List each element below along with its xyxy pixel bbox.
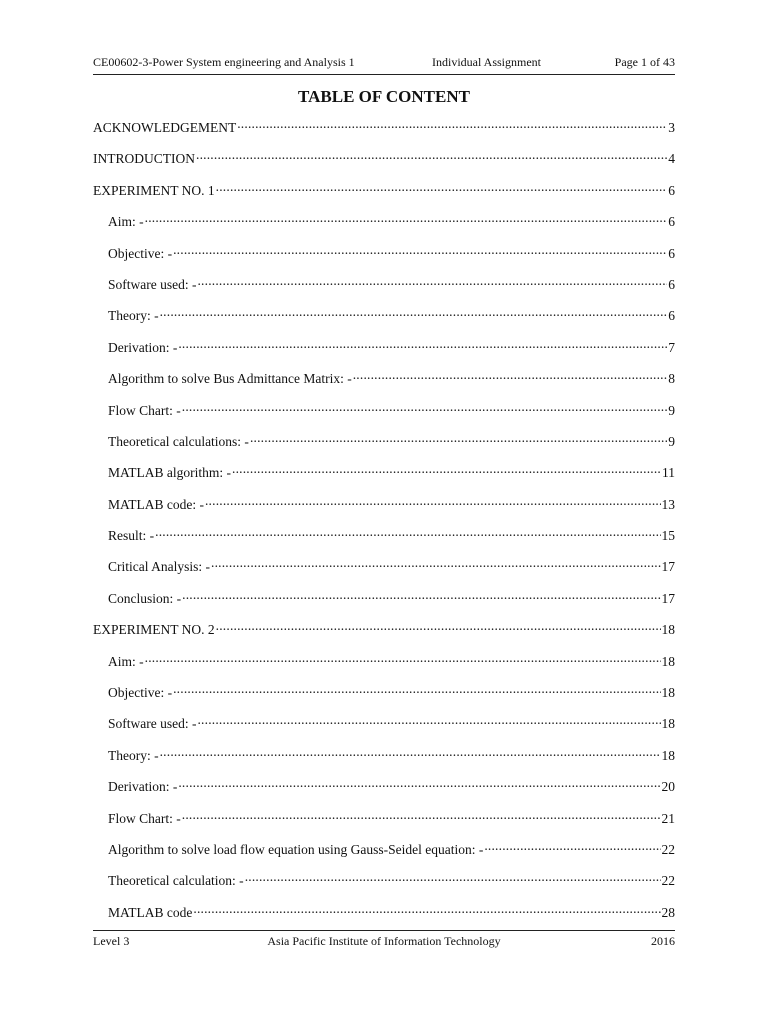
toc-entry-page: 18 [661,653,675,669]
toc-dot-leader [196,149,667,163]
toc-entry-label: Software used: - [108,276,197,292]
toc-entry[interactable] [93,619,675,650]
toc-entry-label: Theory: - [108,308,159,324]
toc-dot-leader [145,652,661,666]
toc-dot-leader [178,338,667,352]
toc-dot-leader [173,683,660,697]
toc-entry-page: 3 [668,120,675,135]
toc-dot-leader [250,432,667,446]
toc-entry-label: INTRODUCTION [93,151,195,167]
toc-dot-leader [205,495,661,509]
toc-entry-label: Flow Chart: - [108,810,181,826]
toc-dot-leader [173,244,667,258]
toc-entry-label: Result: - [108,528,155,544]
toc-dot-leader [182,589,660,603]
toc-entry-page: 17 [661,559,675,575]
toc-entry[interactable] [93,148,675,179]
toc-entry-label: Aim: - [108,214,144,230]
toc-entry-page: 4 [668,151,675,167]
toc-entry-page: 18 [661,685,675,701]
toc-entry-label: Derivation: - [108,779,178,795]
toc-entry-label: MATLAB algorithm: - [108,465,231,481]
toc-entry-page: 6 [668,245,675,261]
toc-dot-leader [182,401,668,415]
toc-entry[interactable] [93,274,675,305]
toc-entry[interactable] [93,588,675,619]
toc-entry[interactable] [93,368,675,399]
toc-entry[interactable] [93,243,675,274]
toc-entry-page: 22 [661,841,675,857]
toc-entry[interactable] [93,337,675,368]
toc-entry-page: 15 [661,528,675,544]
toc-dot-leader [193,903,660,917]
toc-entry-label: Algorithm to solve Bus Admittance Matrix: - [108,371,352,387]
toc-entry[interactable] [93,713,675,744]
toc-entry-label: Theory: - [108,747,159,763]
toc-entry[interactable] [93,117,675,148]
toc-dot-leader [216,620,661,634]
toc-entry[interactable] [93,211,675,242]
toc-dot-leader [232,463,661,477]
toc-entry-label: EXPERIMENT NO. 1 [93,182,215,198]
toc-dot-leader [178,777,660,791]
page-footer [93,934,675,952]
toc-entry[interactable] [93,870,675,901]
toc-entry-label: Theoretical calculations: - [108,433,249,449]
toc-entry-page: 13 [661,496,675,512]
toc-entry-label: Critical Analysis: - [108,559,210,575]
toc-entry-label: Software used: - [108,716,197,732]
toc-entry-label: Conclusion: - [108,590,182,606]
toc-entry[interactable] [93,808,675,839]
footer-year: 2016 [651,934,675,948]
toc-dot-leader [245,871,661,885]
toc-entry-page: 28 [661,904,675,920]
toc-dot-leader [160,746,661,760]
toc-dot-leader [237,118,667,132]
toc-dot-leader [182,809,661,823]
toc-entry-label: MATLAB code: - [108,496,204,512]
toc-entry-page: 21 [661,810,675,826]
toc-entry-label: ACKNOWLEDGEMENT [93,120,237,135]
toc-entry[interactable] [93,525,675,556]
toc-dot-leader [211,557,661,571]
toc-dot-leader [353,369,668,383]
toc-entry[interactable] [93,180,675,211]
toc-entry[interactable] [93,431,675,462]
toc-dot-leader [145,212,668,226]
toc-entry-page: 22 [661,873,675,889]
header-course: CE00602-3-Power System engineering and Analysis 1 [93,55,355,69]
toc-entry[interactable] [93,839,675,870]
header-divider [93,74,675,75]
toc-entry[interactable] [93,556,675,587]
toc-entry[interactable] [93,400,675,431]
toc-dot-leader [160,306,668,320]
toc-entry[interactable] [93,494,675,525]
toc-dot-leader [197,714,660,728]
toc-entry-page: 9 [668,433,675,449]
toc-entry-label: Objective: - [108,685,173,701]
toc-entry-page: 7 [668,339,675,355]
toc-entry[interactable] [93,651,675,682]
toc-entry-label: EXPERIMENT NO. 2 [93,622,215,638]
toc-entry-page: 6 [668,182,675,198]
footer-divider [93,930,675,931]
toc-entry-page: 6 [668,276,675,292]
toc-entry[interactable] [93,902,675,933]
toc-entry-label: Algorithm to solve load flow equation using Gauss-Seidel equation: - [108,841,484,857]
toc-dot-leader [155,526,660,540]
toc-dot-leader [484,840,660,854]
toc-entry-page: 9 [668,402,675,418]
toc-entry-page: 17 [661,590,675,606]
header-assignment: Individual Assignment [432,55,541,69]
toc-dot-leader [197,275,667,289]
toc-entry[interactable] [93,305,675,336]
toc-entry-page: 6 [668,214,675,230]
footer-institute: Asia Pacific Institute of Information Technology [267,934,501,948]
toc-entry[interactable] [93,776,675,807]
toc-entry-page: 18 [661,747,675,763]
table-of-contents [93,117,675,933]
toc-entry[interactable] [93,745,675,776]
toc-entry-page: 6 [668,308,675,324]
toc-entry-page: 18 [661,622,675,638]
toc-entry-label: Flow Chart: - [108,402,181,418]
page-header [93,55,675,73]
toc-entry-label: Derivation: - [108,339,178,355]
toc-entry-label: Theoretical calculation: - [108,873,244,889]
footer-level: Level 3 [93,934,130,948]
toc-dot-leader [216,181,668,195]
toc-entry-label: Objective: - [108,245,173,261]
toc-entry[interactable] [93,682,675,713]
toc-entry-page: 20 [661,779,675,795]
toc-entry-page: 18 [661,716,675,732]
toc-entry[interactable] [93,462,675,493]
header-page-number: Page 1 of 43 [614,55,675,69]
toc-entry-label: Aim: - [108,653,144,669]
toc-title: TABLE OF CONTENT [298,87,470,106]
toc-entry-label: MATLAB code [108,904,193,920]
toc-entry-page: 8 [668,371,675,387]
toc-entry-page: 11 [662,465,675,481]
